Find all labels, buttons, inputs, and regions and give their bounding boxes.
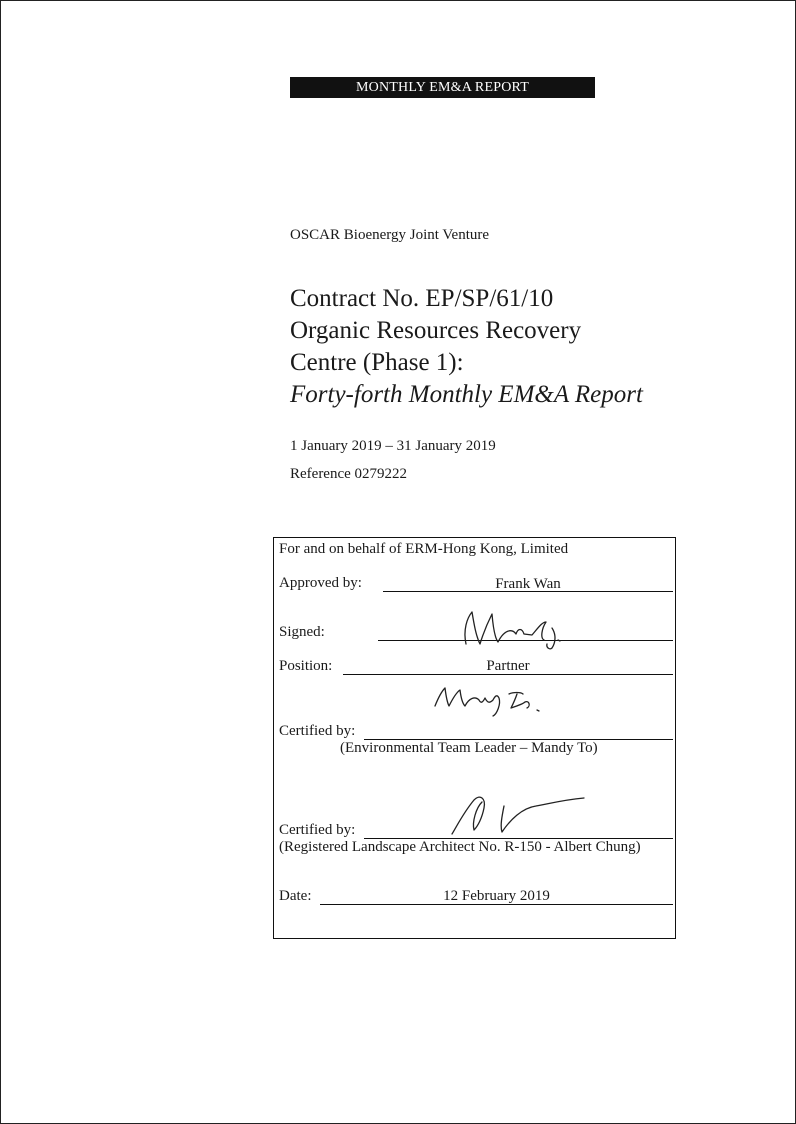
position-label: Position:	[279, 658, 333, 674]
signoff-header: For and on behalf of ERM-Hong Kong, Limited	[279, 541, 569, 557]
signoff-box	[273, 537, 676, 939]
title-line-report: Forty-forth Monthly EM&A Report	[290, 381, 643, 408]
approved-by-name: Frank Wan	[495, 576, 561, 592]
mandy-to-signature	[429, 682, 549, 720]
reporting-period: 1 January 2019 – 31 January 2019	[290, 438, 496, 454]
company-name: OSCAR Bioenergy Joint Venture	[290, 227, 490, 243]
frank-wan-signature	[452, 608, 567, 653]
certified-by-role-1: (Environmental Team Leader – Mandy To)	[340, 740, 598, 756]
approved-by-label: Approved by:	[279, 575, 362, 591]
title-line-project: Organic Resources Recovery	[290, 317, 582, 344]
report-type-banner: MONTHLY EM&A REPORT	[290, 77, 595, 98]
title-line-phase: Centre (Phase 1):	[290, 349, 464, 376]
signed-label: Signed:	[279, 624, 325, 640]
date-value: 12 February 2019	[443, 888, 550, 904]
position-value: Partner	[486, 658, 530, 674]
albert-chung-signature	[444, 788, 594, 838]
date-label: Date:	[279, 888, 312, 904]
title-line-contract: Contract No. EP/SP/61/10	[290, 285, 554, 312]
document-title	[290, 283, 643, 411]
certified-by-label-1: Certified by:	[279, 723, 356, 739]
certified-by-label-2: Certified by:	[279, 822, 356, 838]
reference-number: Reference 0279222	[290, 466, 408, 482]
certified-by-role-2: (Registered Landscape Architect No. R-150 - Albert Chung)	[279, 839, 641, 855]
